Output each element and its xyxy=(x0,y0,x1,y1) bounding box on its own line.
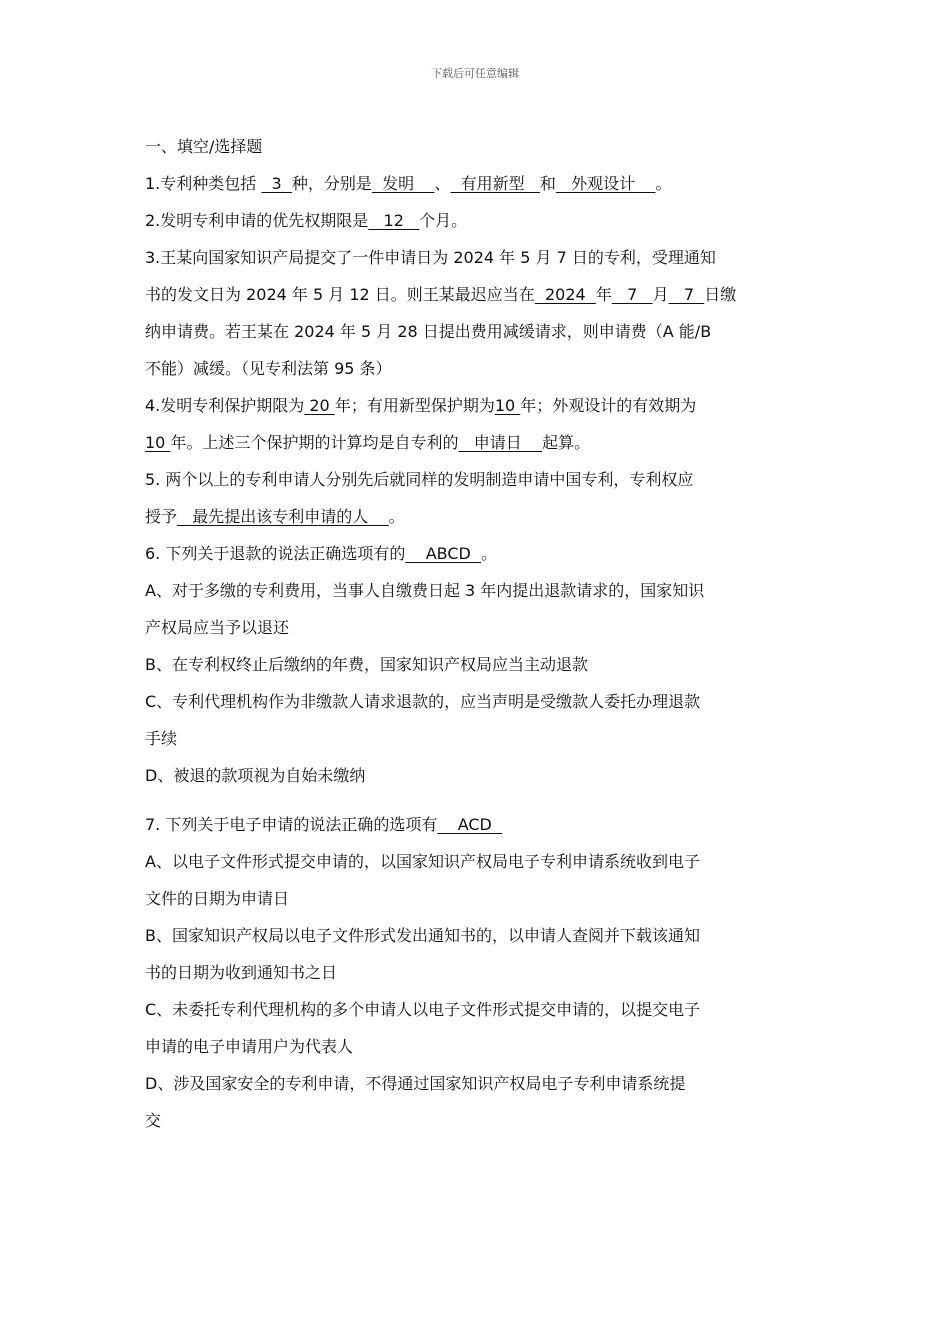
question-5: 5. 两个以上的专利申请人分别先后就同样的发明制造申请中国专利，专利权应 授予 最先提出该专利申请的人 。 xyxy=(145,470,694,526)
question-1: 1.专利种类包括 3 种，分别是 发明 、 有用新型 和 外观设计 。 xyxy=(145,174,672,193)
option-d: D、涉及国家安全的专利申请，不得通过国家知识产权局电子专利申请系统提 xyxy=(145,1074,686,1093)
section-title: 一、填空/选择题 xyxy=(145,137,263,156)
answer-blank: ACD xyxy=(437,815,503,834)
option-a: A、以电子文件形式提交申请的，以国家知识产权局电子专利申请系统收到电子 xyxy=(145,852,700,871)
answer-blank: 发明 xyxy=(371,174,435,193)
option-c: C、未委托专利代理机构的多个申请人以电子文件形式提交申请的，以提交电子 xyxy=(145,1000,701,1019)
answer-blank: 申请日 xyxy=(458,433,543,452)
question-6: 6. 下列关于退款的说法正确选项有的 ABCD 。 A、对于多缴的专利费用，当事人自缴费日起 3 年内提出退款请求的，国家知识 产权局应当予以退还 B、在专利权终止后缴纳的年费，国家知识产权局应当主动退款 C、专利代理机构作为非缴款人请求退款的，应当声明是受缴款人委托办理退款 手续 D、被退的款项视为自始未缴纳 xyxy=(145,535,810,794)
option-b: B、国家知识产权局以电子文件形式发出通知书的，以申请人查阅并下载该通知 xyxy=(145,926,700,945)
question-3: 3.王某向国家知识产局提交了一件申请日为 2024 年 5 月 7 日的专利，受理通知 书的发文日为 2024 年 5 月 12 日。则王某最迟应当在 2024 年 7 月 7 日缴 纳申请费。若王某在 2024 年 5 月 28 日提出费用减缓请求，则申请费（A 能/B 不能）减缓。（见专利法第 95 条） xyxy=(145,248,737,378)
answer-blank: 有用新型 xyxy=(450,174,540,193)
option-d: D、被退的款项视为自始未缴纳 xyxy=(145,766,366,785)
answer-blank: 10 xyxy=(145,433,171,452)
page-header: 下载后可任意编辑 xyxy=(431,67,519,80)
answer-blank: 3 xyxy=(261,174,292,193)
answer-blank: 最先提出该专利申请的人 xyxy=(177,507,389,526)
question-7: 7. 下列关于电子申请的说法正确的选项有 ACD A、以电子文件形式提交申请的，以国家知识产权局电子专利申请系统收到电子 文件的日期为申请日 B、国家知识产权局以电子文件形式发出通知书的，以申请人查阅并下载该通知 书的日期为收到通知书之日 C、未委托专利代理机构的多个申请人以电子文件形式提交申请的，以提交电子 申请的电子申请用户为代表人 D、涉及国家安全的专利申请，不得通过国家知识产权局电子专利申请系统提 交 xyxy=(145,806,810,1139)
answer-blank: ABCD xyxy=(405,544,482,563)
option-c: C、专利代理机构作为非缴款人请求退款的，应当声明是受缴款人委托办理退款 xyxy=(145,692,701,711)
option-a: A、对于多缴的专利费用，当事人自缴费日起 3 年内提出退款请求的，国家知识 xyxy=(145,581,705,600)
question-2: 2.发明专利申请的优先权期限是 12 个月。 xyxy=(145,211,468,230)
question-4: 4.发明专利保护期限为 20 年；有用新型保护期为10 年；外观设计的有效期为 10 年。上述三个保护期的计算均是自专利的 申请日 起算。 xyxy=(145,396,697,452)
answer-blank: 2024 xyxy=(534,285,596,304)
answer-blank: 12 xyxy=(368,211,420,230)
document-body xyxy=(145,128,810,1139)
answer-blank: 7 xyxy=(611,285,653,304)
answer-blank: 10 xyxy=(494,396,521,415)
answer-blank: 7 xyxy=(668,285,705,304)
answer-blank: 20 xyxy=(304,396,335,415)
option-b: B、在专利权终止后缴纳的年费，国家知识产权局应当主动退款 xyxy=(145,655,588,674)
answer-blank: 外观设计 xyxy=(555,174,656,193)
